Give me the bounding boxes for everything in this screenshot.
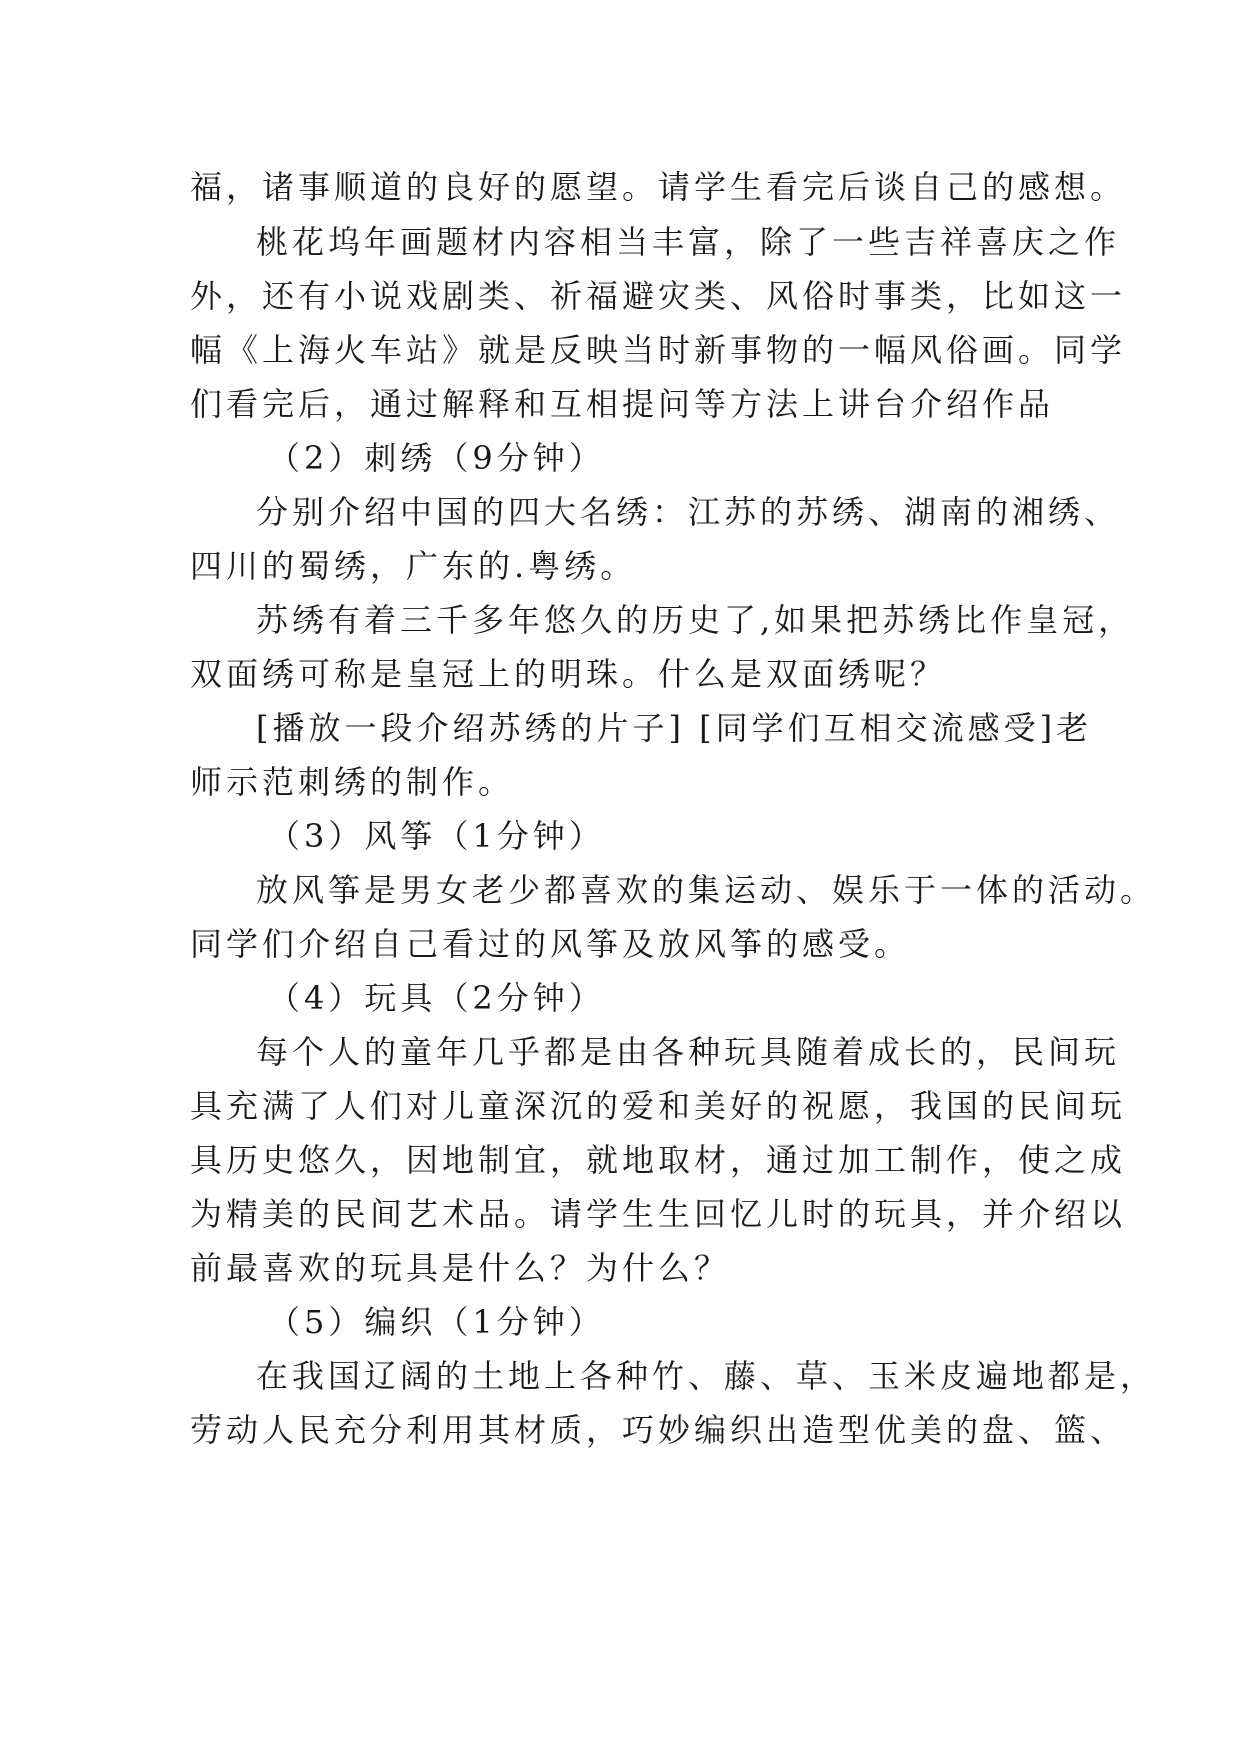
text-line-10: 双面绣可称是皇冠上的明珠。什么是双面绣呢？: [190, 655, 947, 693]
text-line-4: 幅《上海火车站》就是反映当时新事物的一幅风俗画。同学: [190, 331, 1127, 369]
text-line-14: 放风筝是男女老少都喜欢的集运动、娱乐于一体的活动。: [256, 871, 1157, 909]
text-line-5: 们看完后，通过解释和互相提问等方法上讲台介绍作品: [190, 385, 1055, 423]
text-line-11: [播放一段介绍苏绣的片子] [同学们互相交流感受]老: [256, 709, 1093, 747]
text-line-19: 具历史悠久，因地制宜，就地取材，通过加工制作，使之成: [190, 1141, 1127, 1179]
text-line-15: 同学们介绍自己看过的风筝及放风筝的感受。: [190, 925, 911, 963]
text-line-17: 每个人的童年几乎都是由各种玩具随着成长的，民间玩: [256, 1033, 1121, 1071]
text-line-18: 具充满了人们对儿童深沉的爱和美好的祝愿，我国的民间玩: [190, 1087, 1127, 1125]
section-heading-embroidery: （2）刺绣（9分钟）: [268, 439, 605, 477]
text-line-23: 在我国辽阔的土地上各种竹、藤、草、玉米皮遍地都是，: [256, 1357, 1157, 1395]
text-line-2: 桃花坞年画题材内容相当丰富，除了一些吉祥喜庆之作: [256, 223, 1121, 261]
section-heading-weaving: （5）编织（1分钟）: [268, 1303, 605, 1341]
section-heading-toys: （4）玩具（2分钟）: [268, 979, 605, 1017]
section-heading-kite: （3）风筝（1分钟）: [268, 817, 605, 855]
text-line-8: 四川的蜀绣，广东的.粤绣。: [190, 547, 637, 585]
text-line-24: 劳动人民充分利用其材质，巧妙编织出造型优美的盘、篮、: [190, 1411, 1127, 1449]
text-line-21: 前最喜欢的玩具是什么？为什么？: [190, 1249, 731, 1287]
text-line-3: 外，还有小说戏剧类、祈福避灾类、风俗时事类，比如这一: [190, 277, 1127, 315]
text-line-12: 师示范刺绣的制作。: [190, 763, 515, 801]
text-line-20: 为精美的民间艺术品。请学生生回忆儿时的玩具，并介绍以: [190, 1195, 1127, 1233]
text-line-7: 分别介绍中国的四大名绣：江苏的苏绣、湖南的湘绣、: [256, 493, 1121, 531]
text-line-1: 福，诸事顺道的良好的愿望。请学生看完后谈自己的感想。: [190, 168, 1127, 206]
text-line-9: 苏绣有着三千多年悠久的历史了,如果把苏绣比作皇冠，: [256, 601, 1135, 639]
